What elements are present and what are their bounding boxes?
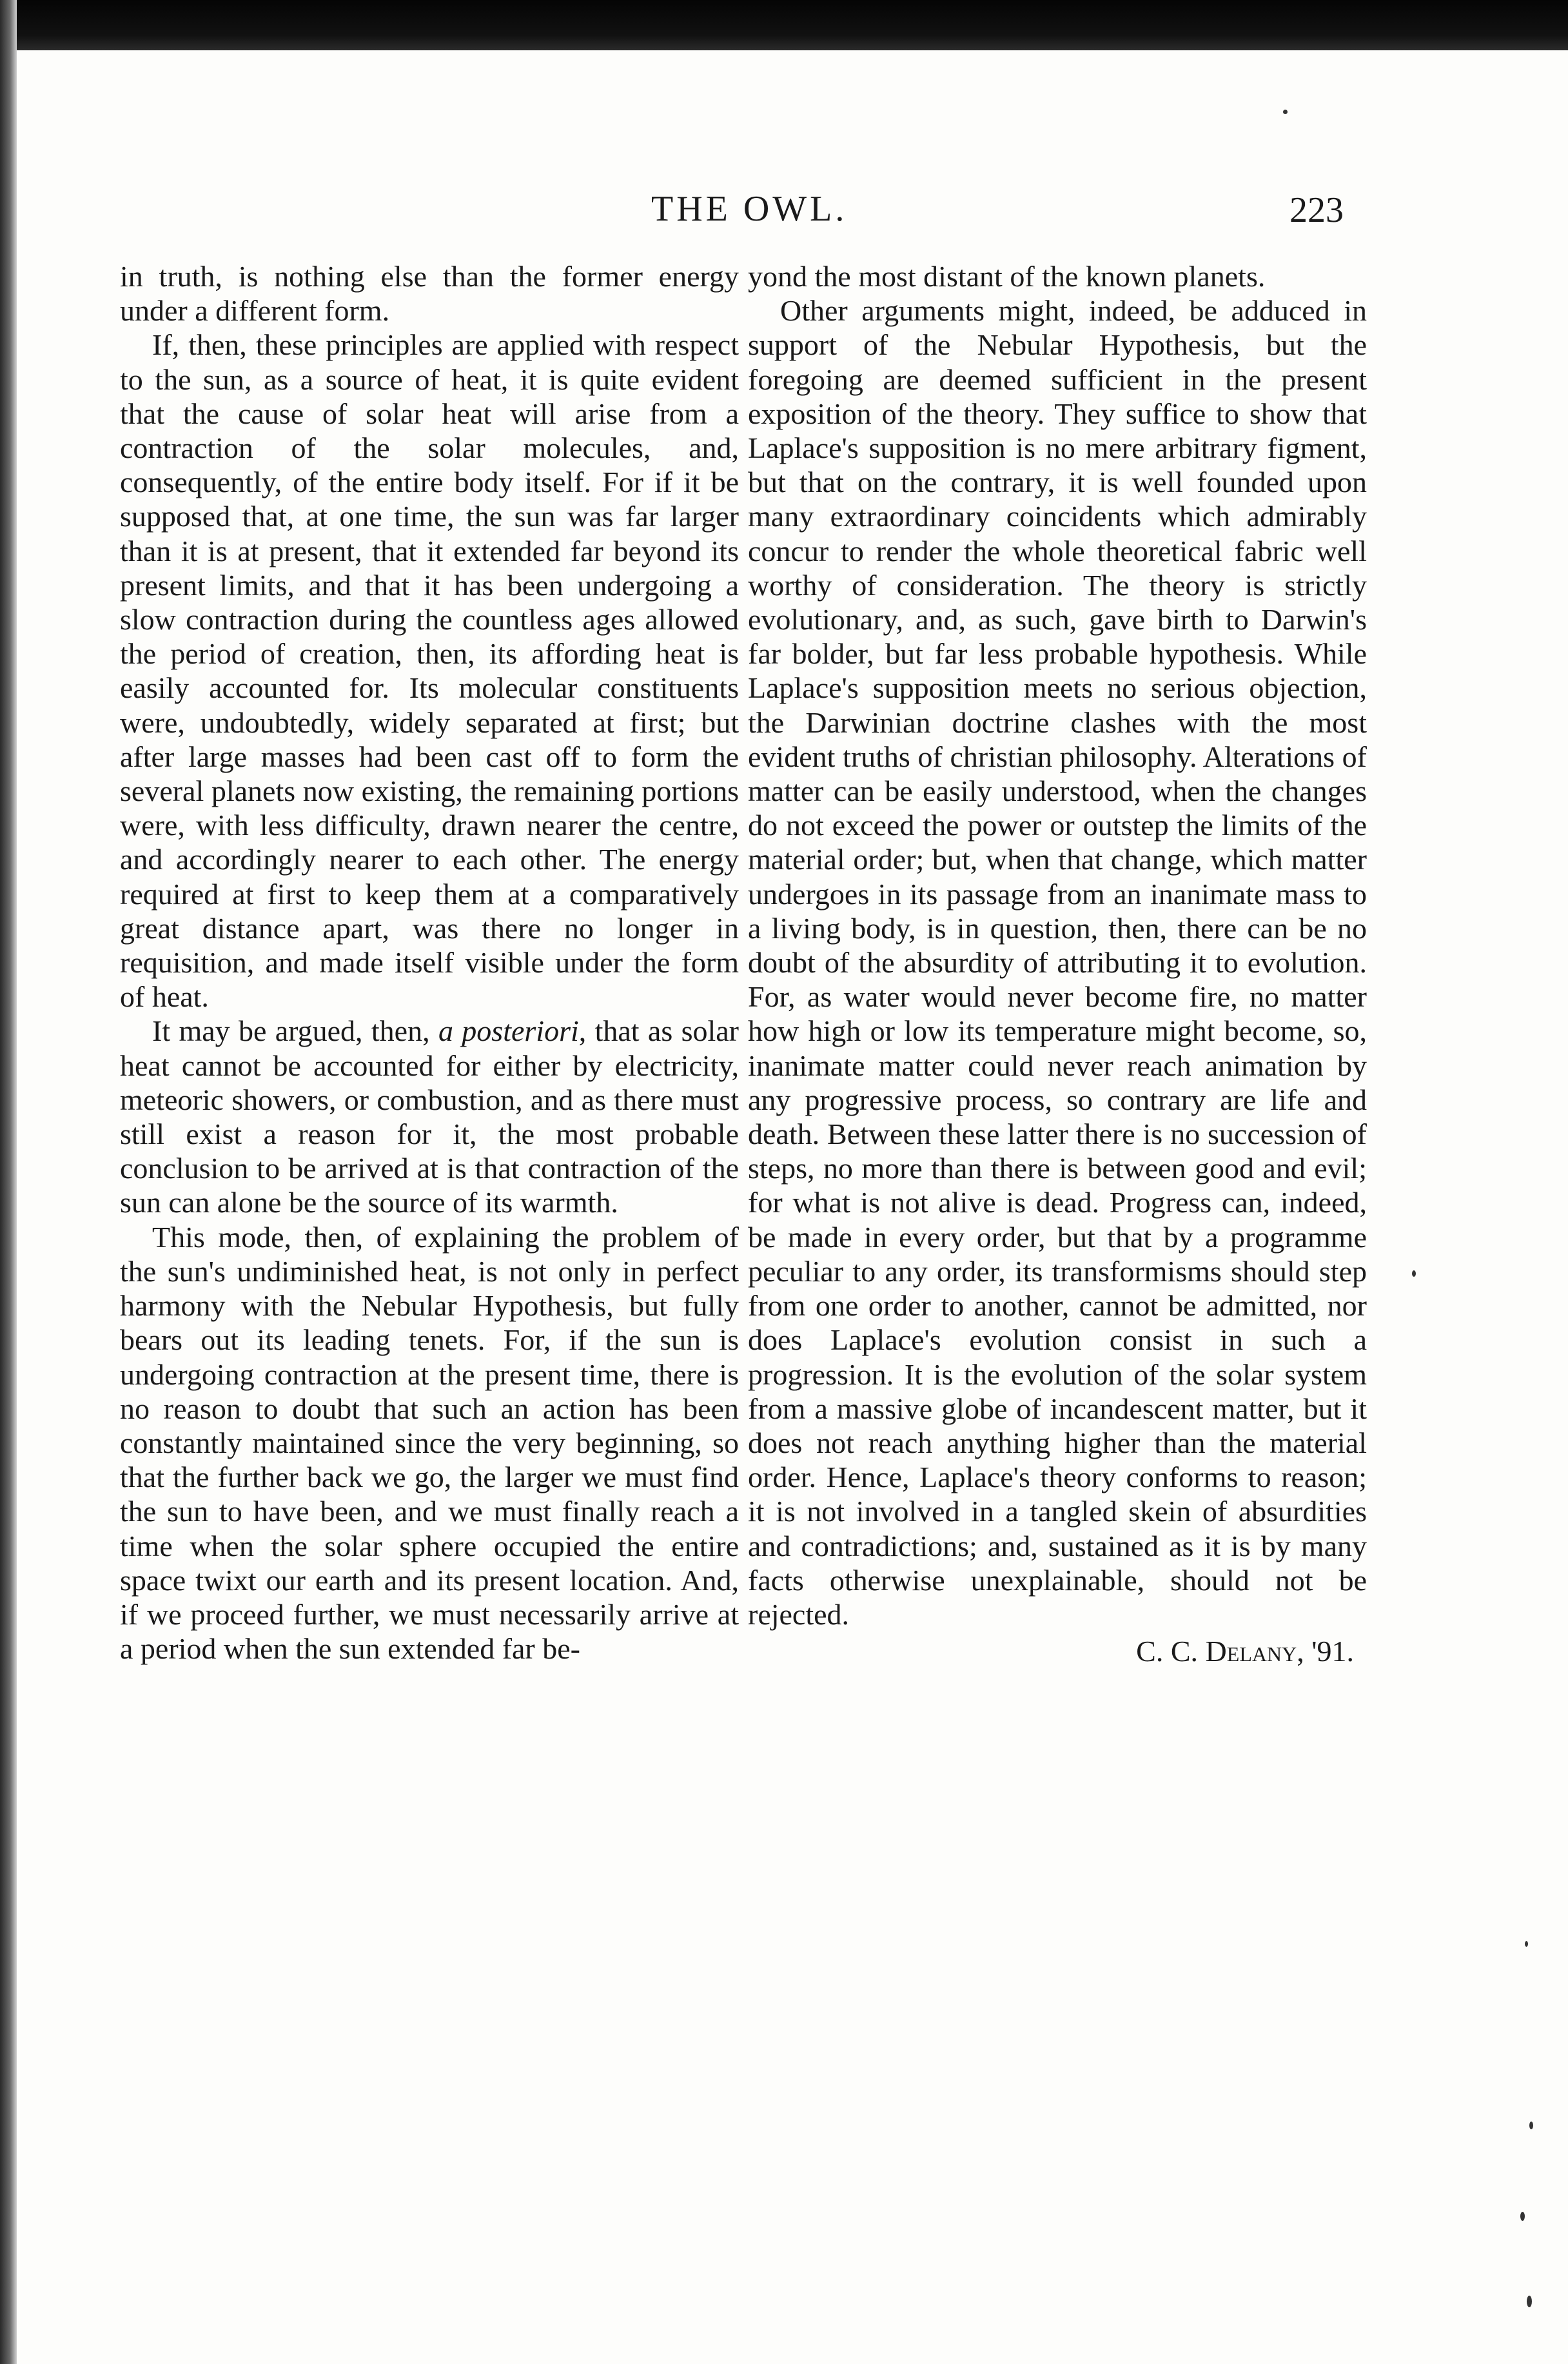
left-paragraph-3 (120, 1014, 739, 1219)
right-paragraph-2: Other arguments might, indeed, be adduced in support of the Nebular Hypothesis, but the foregoing are deemed sufficient in the present exposition of the theory. They suffice to show that Laplace's supposition is no mere arbitrary figment, but that on the contrary, it is well founded upon many extraordinary coincidents which admirably concur to render the whole theoretical fabric well worthy of consideration. The theory is strictly evolutionary, and, as such, gave birth to Darwin's far bolder, but far less probable hypothesis. While Laplace's supposition meets no serious objection, the Darwinian doctrine clashes with the most evident truths of christian philosophy. Alterations of matter can be easily understood, when the changes do not exceed the power or outstep the limits of the material order; but, when that change, which matter undergoes in its passage from an inanimate mass to a living body, is in question, then, there can be no doubt of the absurdity of attributing it to evolution. For, as water would never become fire, no matter how high or low its temperature might become, so, inanimate matter could never reach animation by any progressive process, so contrary are life and death. Between these latter there is no succession of steps, no more than there is between good and evil; for what is not alive is dead. Progress can, indeed, be made in every order, but that by a programme peculiar to any order, its transformisms should step from one order to another, cannot be admitted, nor does Laplace's evolution consist in such a progression. It is the evolution of the solar system from a massive globe of incandescent matter, but it does not reach anything higher than the material order. Hence, Laplace's theory conforms to reason; it is not involved in a tangled skein of absurdities and contradictions; and, sustained as it is by many facts otherwise unexplainable, should not be rejected. (748, 294, 1367, 1631)
signature-initials: C. C. (1136, 1635, 1206, 1668)
scan-left-border (0, 0, 17, 2364)
page-header (0, 188, 1568, 240)
page-number: 223 (1289, 190, 1344, 230)
left-column (120, 259, 739, 1666)
latin-phrase: a posteriori (438, 1014, 579, 1048)
scan-speck (1527, 2296, 1532, 2307)
scan-speck (1283, 110, 1288, 114)
scan-top-border (0, 0, 1568, 50)
author-signature (748, 1634, 1367, 1668)
scan-speck (1525, 1941, 1528, 1947)
left-paragraph-4: This mode, then, of explaining the problem of the sun's undiminished heat, is not only in perfect harmony with the Nebular Hypothesis, but fully bears out its leading tenets. For, if the sun is undergoing contraction at the present time, there is no reason to doubt that such an action has been constantly maintained since the very beginning, so that the further back we go, the larger we must find the sun to have been, and we must finally reach a time when the solar sphere occupied the entire space twixt our earth and its present location. And, if we proceed further, we must necessarily arrive at a period when the sun extended far be- (120, 1220, 739, 1666)
right-paragraph-1: yond the most distant of the known planets. (748, 260, 1266, 293)
signature-year: , '91. (1297, 1635, 1354, 1668)
left-paragraph-1: in truth, is nothing else than the former energy under a different form. (120, 260, 739, 328)
scan-speck (1529, 2122, 1533, 2129)
signature-name: Delany (1205, 1635, 1297, 1668)
scan-speck (1412, 1270, 1416, 1277)
left-paragraph-3-start: It may be argued, then, (152, 1014, 438, 1048)
running-head: THE OWL. (651, 189, 848, 229)
right-column (748, 259, 1367, 1668)
left-paragraph-2: If, then, these principles are applied with respect to the sun, as a source of heat, it is quite evident that the cause of solar heat will arise from a contraction of the solar molecules, and, consequently, of the entire body itself. For if it be supposed that, at one time, the sun was far larger than it is at present, that it extended far beyond its present limits, and that it has been undergoing a slow contraction during the countless ages allowed the period of creation, then, its affording heat is easily accounted for. Its molecular constituents were, undoubtedly, widely separated at first; but after large masses had been cast off to form the several planets now existing, the remaining portions were, with less difficulty, drawn nearer the centre, and accordingly nearer to each other. The energy required at first to keep them at a comparatively great distance apart, was there no longer in requisition, and made itself visible under the form of heat. (120, 328, 739, 1014)
left-paragraph-3-rest: , that as solar heat cannot be accounted for either by electricity, meteoric showers, or combustion, and as there must still exist a reason for it, the most probable conclusion to be arrived at is that contraction of the sun can alone be the source of its warmth. (120, 1014, 740, 1219)
scan-speck (1520, 2212, 1525, 2221)
